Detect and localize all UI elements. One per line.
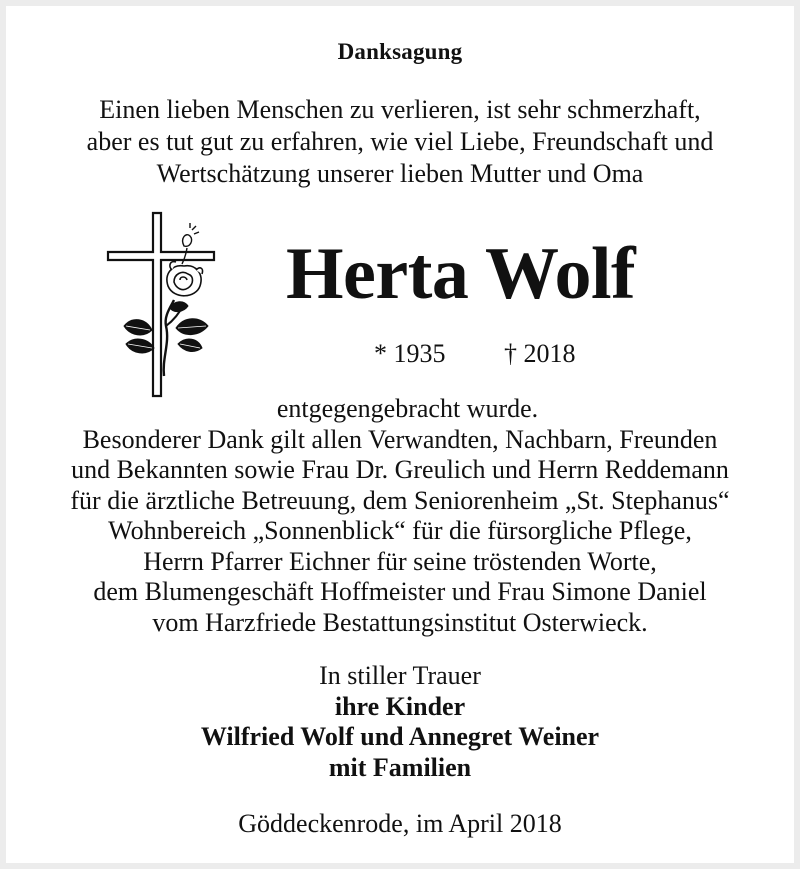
birth-year: * 1935 <box>374 339 446 368</box>
signoff <box>6 661 794 783</box>
place-date: Göddeckenrode, im April 2018 <box>238 809 562 838</box>
deceased-name: Herta Wolf <box>286 233 636 315</box>
life-dates <box>374 339 576 369</box>
thanks-line: dem Blumengeschäft Hoffmeister und Frau Simone Daniel <box>93 577 707 606</box>
cross-with-rose-icon <box>104 208 224 403</box>
signoff-relation: ihre Kinder <box>334 691 466 721</box>
signoff-names: Wilfried Wolf und Annegret Weiner <box>200 722 600 751</box>
thanks-line: entgegengebracht wurde. <box>276 394 539 423</box>
intro-line: Wertschätzung unserer lieben Mutter und Oma <box>156 159 644 188</box>
thanks-line: Besonderer Dank gilt allen Verwandten, Nachbarn, Freunden <box>82 424 718 454</box>
signoff-line: In stiller Trauer <box>319 661 481 690</box>
thanks-line: und Bekannten sowie Frau Dr. Greulich und Herrn Reddemann <box>71 455 729 484</box>
thanks-line: Herrn Pfarrer Eichner für seine tröstenden Worte, <box>143 546 657 576</box>
death-year: † 2018 <box>504 339 576 368</box>
intro-line: aber es tut gut zu erfahren, wie viel Liebe, Freundschaft und <box>86 127 714 156</box>
notice-title: Danksagung <box>337 39 463 64</box>
thanks-line: Wohnbereich „Sonnenblick“ für die fürsorgliche Pflege, <box>108 516 692 545</box>
intro-text <box>6 94 794 190</box>
thanks-text <box>6 394 794 638</box>
thanks-line: für die ärztliche Betreuung, dem Seniorenheim „St. Stephanus“ <box>70 485 730 515</box>
thanks-line: vom Harzfriede Bestattungsinstitut Osterwieck. <box>152 607 648 637</box>
signoff-families: mit Familien <box>328 752 472 782</box>
intro-line: Einen lieben Menschen zu verlieren, ist sehr schmerzhaft, <box>99 95 701 124</box>
